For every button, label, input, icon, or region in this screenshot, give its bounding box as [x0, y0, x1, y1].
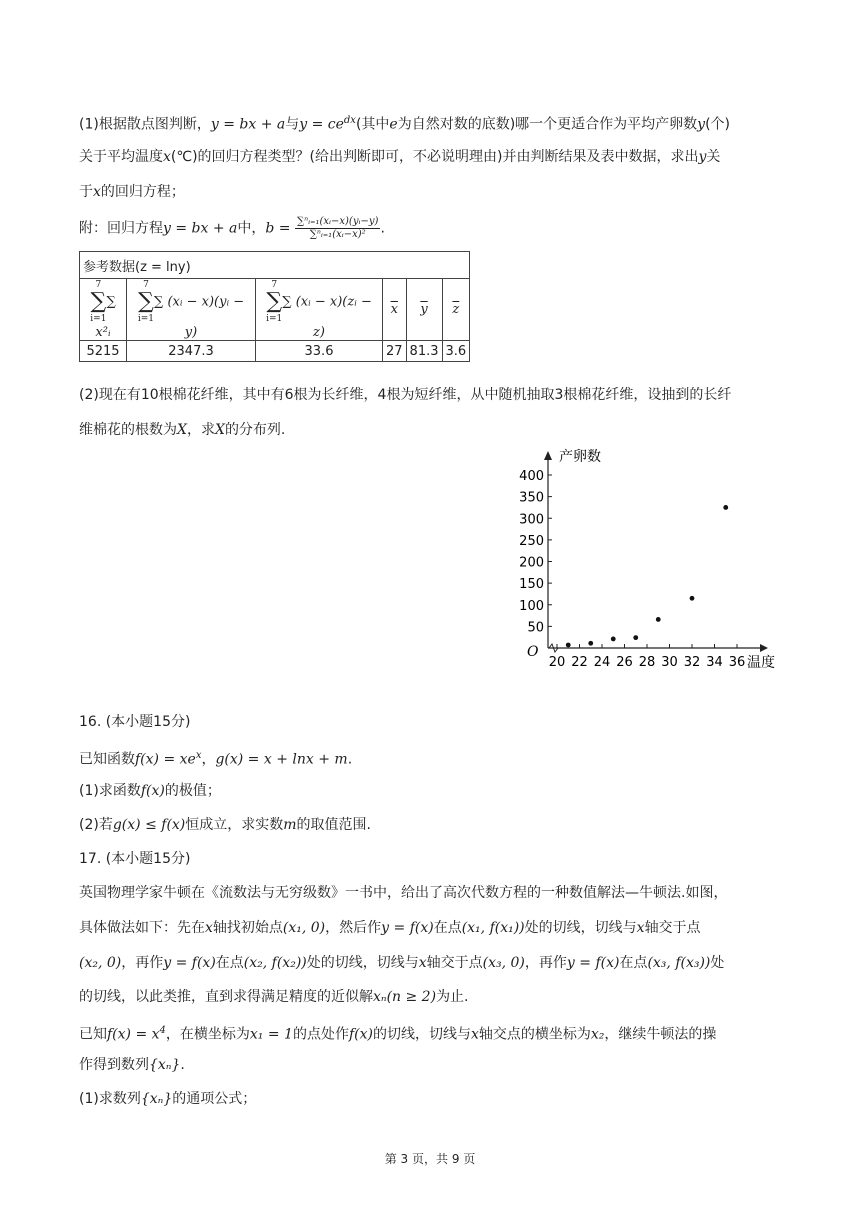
math: (x₃, f(x₃)): [647, 955, 711, 971]
math: x: [470, 1026, 479, 1043]
math: x: [163, 149, 171, 165]
scatter-chart: [505, 440, 790, 675]
text: (个): [705, 116, 731, 133]
text: (℃)的回归方程类型？(给出判断即可，不必说明理由)并由判断结果及表中数据，求出: [170, 149, 699, 165]
table-values-row: [80, 341, 470, 362]
text: 的切线，切线与: [372, 1026, 471, 1043]
y-tick-label: 50: [527, 620, 544, 636]
text: 处: [710, 955, 725, 971]
x-axis-label: 温度: [747, 655, 775, 671]
math: y = f(x): [381, 920, 434, 936]
text: 为止.: [436, 989, 469, 1005]
math: y = ce: [299, 116, 344, 133]
scatter-point: [611, 637, 616, 642]
math: g(x) ≤ f(x): [112, 817, 186, 833]
scatter-point: [690, 596, 695, 601]
table-header-row: [80, 279, 470, 341]
part1-line2: [79, 147, 720, 167]
x-tick-label: 34: [706, 655, 723, 670]
text: 于: [79, 184, 93, 200]
value-cell: 5215: [80, 341, 127, 362]
math: y = f(x): [566, 955, 620, 971]
text: 关于平均温度: [79, 149, 163, 165]
part1-line4: [79, 216, 385, 241]
text: ，在横坐标为: [165, 1026, 250, 1043]
part1-line1: [79, 111, 730, 135]
math: y: [697, 116, 706, 133]
x-tick-label: 24: [593, 655, 611, 670]
text: 已知: [79, 1026, 107, 1043]
x-tick-label: 20: [548, 655, 566, 670]
regression-fraction: [295, 216, 380, 241]
math: xₙ(n ≥ 2): [373, 989, 437, 1005]
math: g(x) = x + lnx + m: [215, 751, 348, 768]
text: .: [347, 751, 353, 768]
x-tick-label: 30: [661, 655, 678, 670]
math: y = bx + a: [210, 116, 286, 133]
q16-line1: [79, 746, 352, 770]
math: f(x): [140, 783, 165, 799]
origin-label: O: [527, 644, 539, 660]
value-cell: 33.6: [256, 341, 383, 362]
text: (2)若: [79, 817, 113, 833]
text: ，再作: [121, 955, 164, 971]
text: 轴交点的横坐标为: [478, 1026, 591, 1043]
y-axis-arrow: [544, 451, 552, 460]
text: 轴交于点: [426, 955, 483, 971]
header-z-mean: $\overline{z}$: [442, 279, 470, 341]
text: 的点处作: [292, 1026, 349, 1043]
sigma-symbol: 7 ∑ i=1: [90, 280, 107, 324]
fraction-denominator: ∑ⁿᵢ₌₁(xᵢ−x)²: [309, 229, 366, 240]
x-tick-label: 26: [616, 655, 633, 670]
scatter-point: [633, 635, 638, 640]
value-cell: 2347.3: [127, 341, 256, 362]
y-axis-label: 产卵数: [559, 449, 601, 465]
scatter-point: [566, 643, 571, 648]
q17-line3: [79, 953, 724, 973]
text: 的通项公式；: [172, 1091, 257, 1107]
text: 具体做法如下：先在: [79, 920, 205, 936]
value-cell: 81.3: [406, 341, 442, 362]
math: f(x) = xe: [135, 751, 196, 768]
text: 在点: [215, 955, 244, 971]
y-tick-label: 200: [519, 555, 544, 571]
header-text: ∑ (xᵢ − x)(zᵢ − z): [282, 294, 372, 340]
header-sum-x2: [80, 279, 127, 341]
header-x-mean: $\overline{x}$: [383, 279, 407, 341]
q17-line4: [79, 987, 469, 1007]
text: ，: [201, 751, 216, 768]
scatter-point: [588, 641, 593, 646]
y-tick-label: 400: [519, 469, 544, 484]
header-sum-xy: [127, 279, 256, 341]
text: 为自然对数的底数)哪一个更适合作为平均产卵数: [397, 116, 698, 133]
text: (1)求数列: [79, 1091, 141, 1107]
text: (1)求函数: [79, 783, 141, 799]
math: x: [418, 955, 427, 971]
chart-points: [566, 505, 728, 647]
math: y: [698, 149, 707, 165]
text: .: [380, 220, 385, 237]
text: 处的切线，切线与: [306, 955, 419, 971]
sum-upper: 7: [143, 280, 149, 290]
sum-lower: i=1: [90, 314, 107, 324]
text: 与: [285, 116, 300, 133]
header-sum-xz: [256, 279, 383, 341]
text: 恒成立，求实数: [185, 817, 284, 833]
header-text: ∑ x²ᵢ: [95, 294, 116, 340]
math: x₂: [590, 1026, 605, 1043]
sigma-symbol: 7 ∑ i=1: [266, 280, 283, 324]
x-tick-label: 28: [638, 655, 656, 670]
text: .: [180, 1057, 185, 1073]
text: 的回归方程；: [100, 184, 185, 200]
text: ，然后作: [325, 920, 382, 936]
sum-lower: i=1: [266, 314, 283, 324]
text: 已知函数: [79, 751, 135, 768]
math: {xₙ}: [140, 1091, 173, 1107]
x-axis-arrow: [760, 644, 768, 652]
text: ，再作: [524, 955, 567, 971]
text: 维棉花的根数为: [79, 422, 177, 438]
y-tick-label: 100: [519, 598, 544, 614]
math: e: [389, 116, 398, 133]
math: x: [205, 920, 213, 936]
x-tick-label: 32: [683, 655, 701, 670]
part1-line3: [79, 182, 185, 202]
math: (x₃, 0): [482, 955, 525, 971]
math: f(x): [348, 1026, 373, 1043]
chart-axes: [544, 451, 768, 652]
chart-y-ticks: [519, 469, 552, 635]
math: (x₂, f(x₂)): [243, 955, 307, 971]
math: (x₂, 0): [79, 955, 122, 971]
page-footer: 第 3 页，共 9 页: [384, 1152, 476, 1166]
text: 作得到数列: [79, 1057, 149, 1073]
value-cell: 27: [383, 341, 407, 362]
math-sup: 4: [159, 1025, 166, 1036]
math: x: [93, 184, 101, 200]
text: 轴交于点: [644, 920, 701, 936]
part2-line1: (2)现在有10根棉花纤维，其中有6根为长纤维，4根为短纤维，从中随机抽取3根棉花纤维，设抽到的长纤: [79, 387, 732, 403]
scatter-point: [723, 505, 728, 510]
scatter-point: [656, 617, 661, 622]
q16-line3: [79, 815, 371, 835]
q17-title: 17. (本小题15分): [79, 851, 191, 867]
math: x: [636, 920, 645, 936]
text: 的切线，以此类推，直到求得满足精度的近似解: [79, 989, 373, 1005]
text: 处的切线，切线与: [524, 920, 637, 936]
header-text: ∑ (xᵢ − x)(yᵢ − y): [154, 294, 245, 340]
sum-upper: 7: [95, 280, 102, 290]
math: X: [214, 422, 225, 438]
sum-lower: i=1: [137, 314, 155, 324]
math-sup: x: [195, 750, 202, 761]
math: x₁ = 1: [249, 1026, 293, 1043]
text: (1)根据散点图判断，: [79, 116, 211, 133]
math-sup: dx: [343, 115, 356, 126]
q17-line7: [79, 1089, 256, 1109]
table-caption: 参考数据(z = lny): [80, 252, 470, 279]
text: 的取值范围.: [296, 817, 371, 833]
text: 轴找初始点: [212, 920, 283, 936]
text: 的分布列.: [224, 422, 286, 438]
math: {xₙ}: [149, 1057, 181, 1073]
x-tick-label: 22: [571, 655, 588, 670]
text: ，求: [186, 422, 215, 438]
header-y-mean: $\overline{y}$: [406, 279, 442, 341]
y-tick-label: 350: [519, 490, 544, 506]
text: 中，: [237, 220, 266, 237]
q17-line6: [79, 1055, 185, 1075]
q16-title: 16. (本小题15分): [79, 714, 191, 730]
math: (x₁, 0): [282, 920, 326, 936]
q17-line5: [79, 1021, 716, 1045]
fraction-numerator: ∑ⁿᵢ₌₁(xᵢ−x)(yᵢ−y): [296, 216, 379, 227]
y-tick-label: 250: [519, 533, 544, 549]
text: 在点: [433, 920, 462, 936]
math: y = f(x): [163, 955, 216, 971]
text: ，继续牛顿法的操: [604, 1026, 717, 1043]
q16-line2: [79, 781, 221, 801]
sum-upper: 7: [271, 280, 278, 290]
y-tick-label: 300: [519, 512, 544, 528]
text: 在点: [619, 955, 648, 971]
y-tick-label: 150: [519, 577, 544, 593]
text: 的极值；: [164, 783, 221, 799]
part2-line2: [79, 420, 285, 440]
math: m: [283, 817, 297, 833]
text: 附：回归方程: [79, 220, 163, 237]
q17-line1: 英国物理学家牛顿在《流数法与无穷级数》一书中，给出了高次代数方程的一种数值解法—牛顿法.如图，: [79, 885, 728, 901]
math: X: [177, 422, 187, 438]
reference-data-table: [79, 251, 470, 362]
x-tick-label: 36: [728, 655, 746, 670]
sigma-symbol: 7 ∑ i=1: [137, 280, 155, 324]
math: y = bx + a: [163, 220, 238, 237]
text: 关: [706, 149, 721, 165]
q17-line2: [79, 918, 701, 938]
math: (x₁, f(x₁)): [461, 920, 525, 936]
math: f(x) = x: [107, 1026, 160, 1043]
text: (其中: [355, 116, 390, 133]
value-cell: 3.6: [442, 341, 470, 362]
math: b =: [265, 220, 295, 237]
